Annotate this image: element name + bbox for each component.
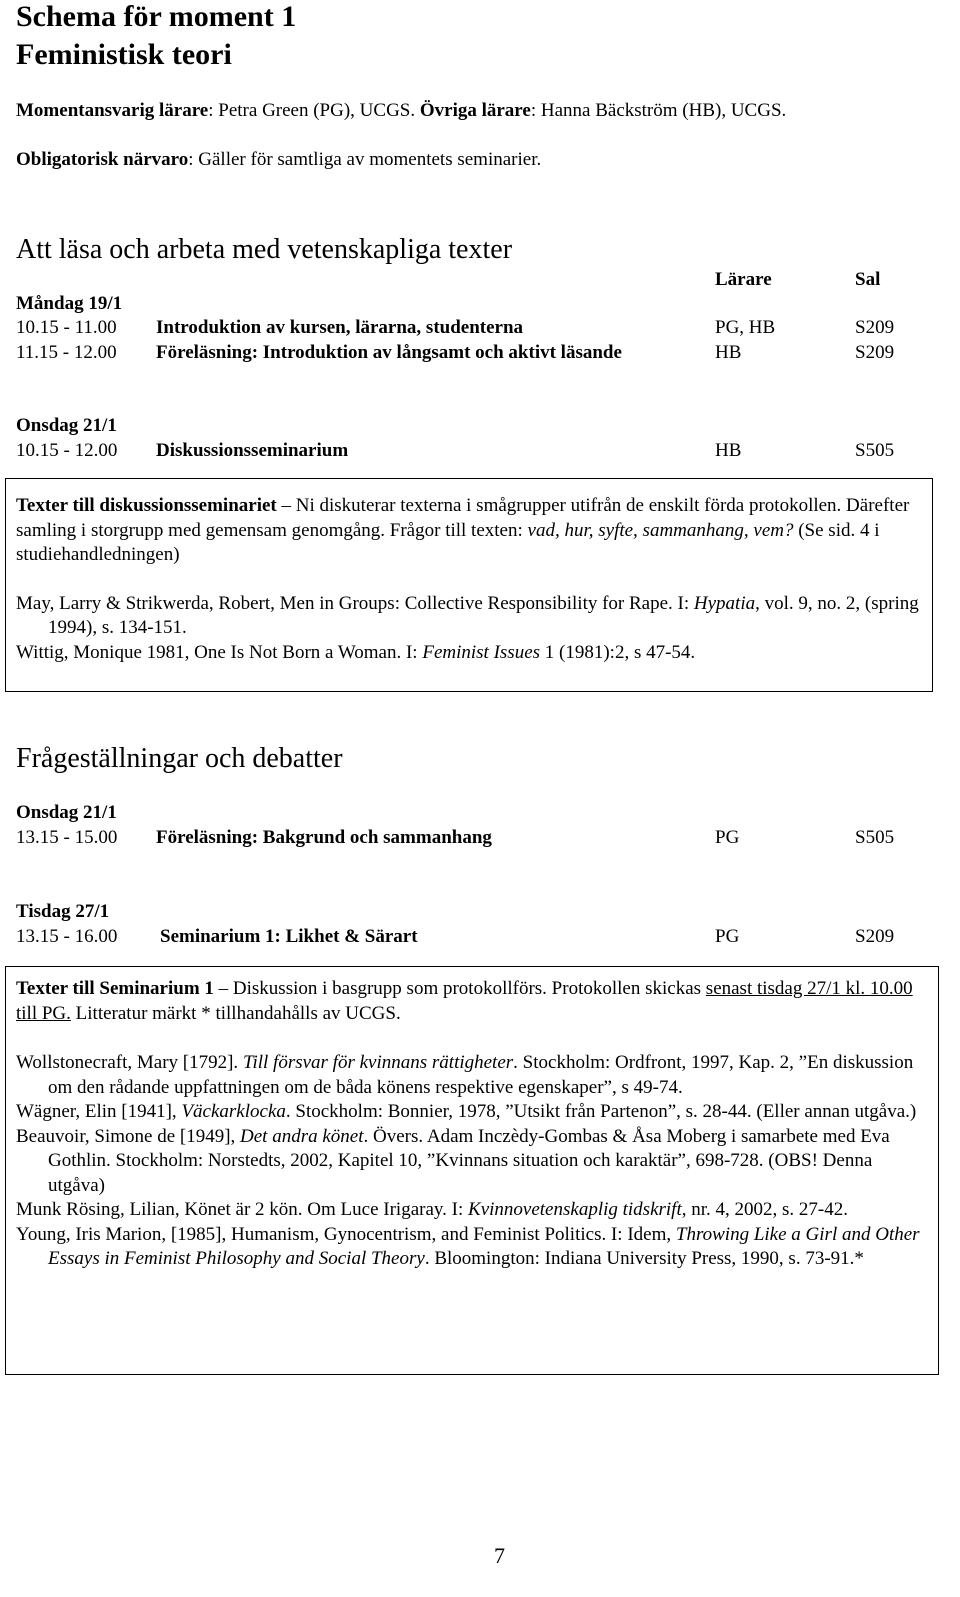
session-room: S209 <box>855 926 895 947</box>
page-subtitle: Feministisk teori <box>16 38 232 71</box>
seminar-instructions-end: Litteratur märkt * tillhandahålls av UCGS. <box>70 1002 401 1024</box>
reference-title: Väckarklocka <box>181 1101 286 1122</box>
responsible-value: : Petra Green (PG), UCGS. <box>208 100 420 121</box>
column-header-room: Sal <box>855 269 881 290</box>
reference-title: Det andra könet <box>240 1125 364 1147</box>
reading-instructions-text: – Ni diskuterar texterna i smågrupper utifrån de enskilt förda protokollen. Därefter samling i storgrupp med gemensam genomgång. Frågor till texten: <box>16 495 910 541</box>
page-title: Schema för moment 1 <box>16 0 297 33</box>
reading-box-seminar-content <box>16 977 921 1272</box>
reference-item <box>16 1100 921 1125</box>
session-time: 13.15 - 16.00 <box>16 926 118 947</box>
reference-item <box>16 1125 921 1199</box>
reference-text: . Stockholm: Ordfront, 1997, Kap. 2, ”En diskussion om den rådande uppfattningen om de båda könens respektive egenskaper”, s 49-74. <box>48 1052 914 1098</box>
reading-questions: vad, hur, syfte, sammanhang, vem? <box>527 519 794 541</box>
teachers-line <box>16 99 786 123</box>
session-title: Föreläsning: Introduktion av långsamt och aktivt läsande <box>156 342 622 363</box>
session-teacher: PG <box>715 926 740 947</box>
day-label: Onsdag 21/1 <box>16 415 117 436</box>
reference-text: . Övers. Adam Inczèdy-Gombas & Åsa Moberg i samarbete med Eva Gothlin. Stockholm: Norstedts, 2002, Kapitel 10, ”Kvinnans situation och karaktär”, 698-728. (OBS! Denna utgåva) <box>48 1125 890 1196</box>
session-teacher: PG, HB <box>715 317 776 338</box>
session-teacher: PG <box>715 827 740 848</box>
session-time: 10.15 - 11.00 <box>16 317 117 338</box>
reference-text: Wägner, Elin [1941], <box>16 1101 182 1122</box>
reference-title: Till försvar för kvinnans rättigheter <box>242 1052 514 1073</box>
seminar-instructions-text: – Diskussion i basgrupp som protokollförs. Protokollen skickas <box>213 978 706 999</box>
section-heading-reading: Att läsa och arbeta med vetenskapliga texter <box>16 234 513 265</box>
session-title: Introduktion av kursen, lärarna, studenterna <box>156 317 524 338</box>
reference-text: Beauvoir, Simone de [1949], <box>16 1125 241 1147</box>
reference-text: , nr. 4, 2002, s. 27-42. <box>681 1199 848 1220</box>
reference-list <box>16 1051 921 1272</box>
attendance-line <box>16 148 541 172</box>
session-teacher: HB <box>715 440 742 461</box>
session-teacher: HB <box>715 342 742 363</box>
reference-text: 1 (1981):2, s 47-54. <box>540 641 696 663</box>
day-label: Onsdag 21/1 <box>16 802 117 823</box>
reference-title: Throwing Like a Girl and Other Essays in Feminist Philosophy and Social Theory <box>48 1223 920 1269</box>
reference-text: Wittig, Monique 1981, One Is Not Born a Woman. I: <box>16 641 423 663</box>
attendance-value: : Gäller för samtliga av momentets seminarier. <box>188 149 542 170</box>
session-room: S209 <box>855 342 895 363</box>
seminar-instructions-title: Texter till Seminarium 1 <box>16 978 214 999</box>
session-title: Diskussionsseminarium <box>156 440 349 461</box>
responsible-label: Momentansvarig lärare <box>16 100 209 121</box>
reference-item <box>16 641 921 666</box>
attendance-label: Obligatorisk närvaro <box>16 149 189 170</box>
session-room: S505 <box>855 440 895 461</box>
column-header-teacher: Lärare <box>715 269 772 290</box>
reference-item <box>16 1198 921 1223</box>
reference-title: Kvinnovetenskaplig tidskrift <box>468 1199 682 1220</box>
reading-instructions-end: (Se sid. 4 i studiehandledningen) <box>16 519 880 565</box>
reference-text: Munk Rösing, Lilian, Könet är 2 kön. Om Luce Irigaray. I: <box>16 1199 469 1220</box>
day-label: Tisdag 27/1 <box>16 901 110 922</box>
session-room: S209 <box>855 317 895 338</box>
session-title: Föreläsning: Bakgrund och sammanhang <box>156 827 492 848</box>
session-time: 13.15 - 15.00 <box>16 827 118 848</box>
other-teachers-value: : Hanna Bäckström (HB), UCGS. <box>530 100 787 121</box>
reference-text: Wollstonecraft, Mary [1792]. <box>16 1052 243 1073</box>
reference-item <box>16 1223 921 1272</box>
page-number: 7 <box>494 1543 505 1568</box>
reference-text: May, Larry & Strikwerda, Robert, Men in Groups: Collective Responsibility for Rape. I: <box>16 592 694 614</box>
reading-instructions <box>16 494 921 568</box>
reference-text: . Bloomington: Indiana University Press, 1990, s. 73-91.* <box>424 1248 864 1269</box>
reading-box-discussion-content <box>16 494 921 665</box>
reference-text: , vol. 9, no. 2, (spring 1994), s. 134-151. <box>48 592 919 638</box>
reference-journal: Hypatia <box>693 592 756 614</box>
section-heading-debates: Frågeställningar och debatter <box>16 743 343 774</box>
other-teachers-label: Övriga lärare <box>419 100 531 121</box>
day-label: Måndag 19/1 <box>16 293 123 314</box>
session-time: 10.15 - 12.00 <box>16 440 118 461</box>
session-title: Seminarium 1: Likhet & Särart <box>160 926 418 947</box>
session-room: S505 <box>855 827 895 848</box>
deadline-text: senast tisdag 27/1 kl. 10.00 till PG. <box>16 978 913 1024</box>
reference-journal: Feminist Issues <box>422 641 541 663</box>
reference-text: Young, Iris Marion, [1985], Humanism, Gynocentrism, and Feminist Politics. I: Idem, <box>16 1223 676 1245</box>
reading-instructions-title: Texter till diskussionsseminariet <box>16 495 277 516</box>
seminar-instructions <box>16 977 921 1026</box>
reference-item <box>16 592 921 641</box>
session-time: 11.15 - 12.00 <box>16 342 117 363</box>
reference-text: . Stockholm: Bonnier, 1978, ”Utsikt från Partenon”, s. 28-44. (Eller annan utgåva.) <box>285 1101 917 1122</box>
reference-item <box>16 1051 921 1100</box>
